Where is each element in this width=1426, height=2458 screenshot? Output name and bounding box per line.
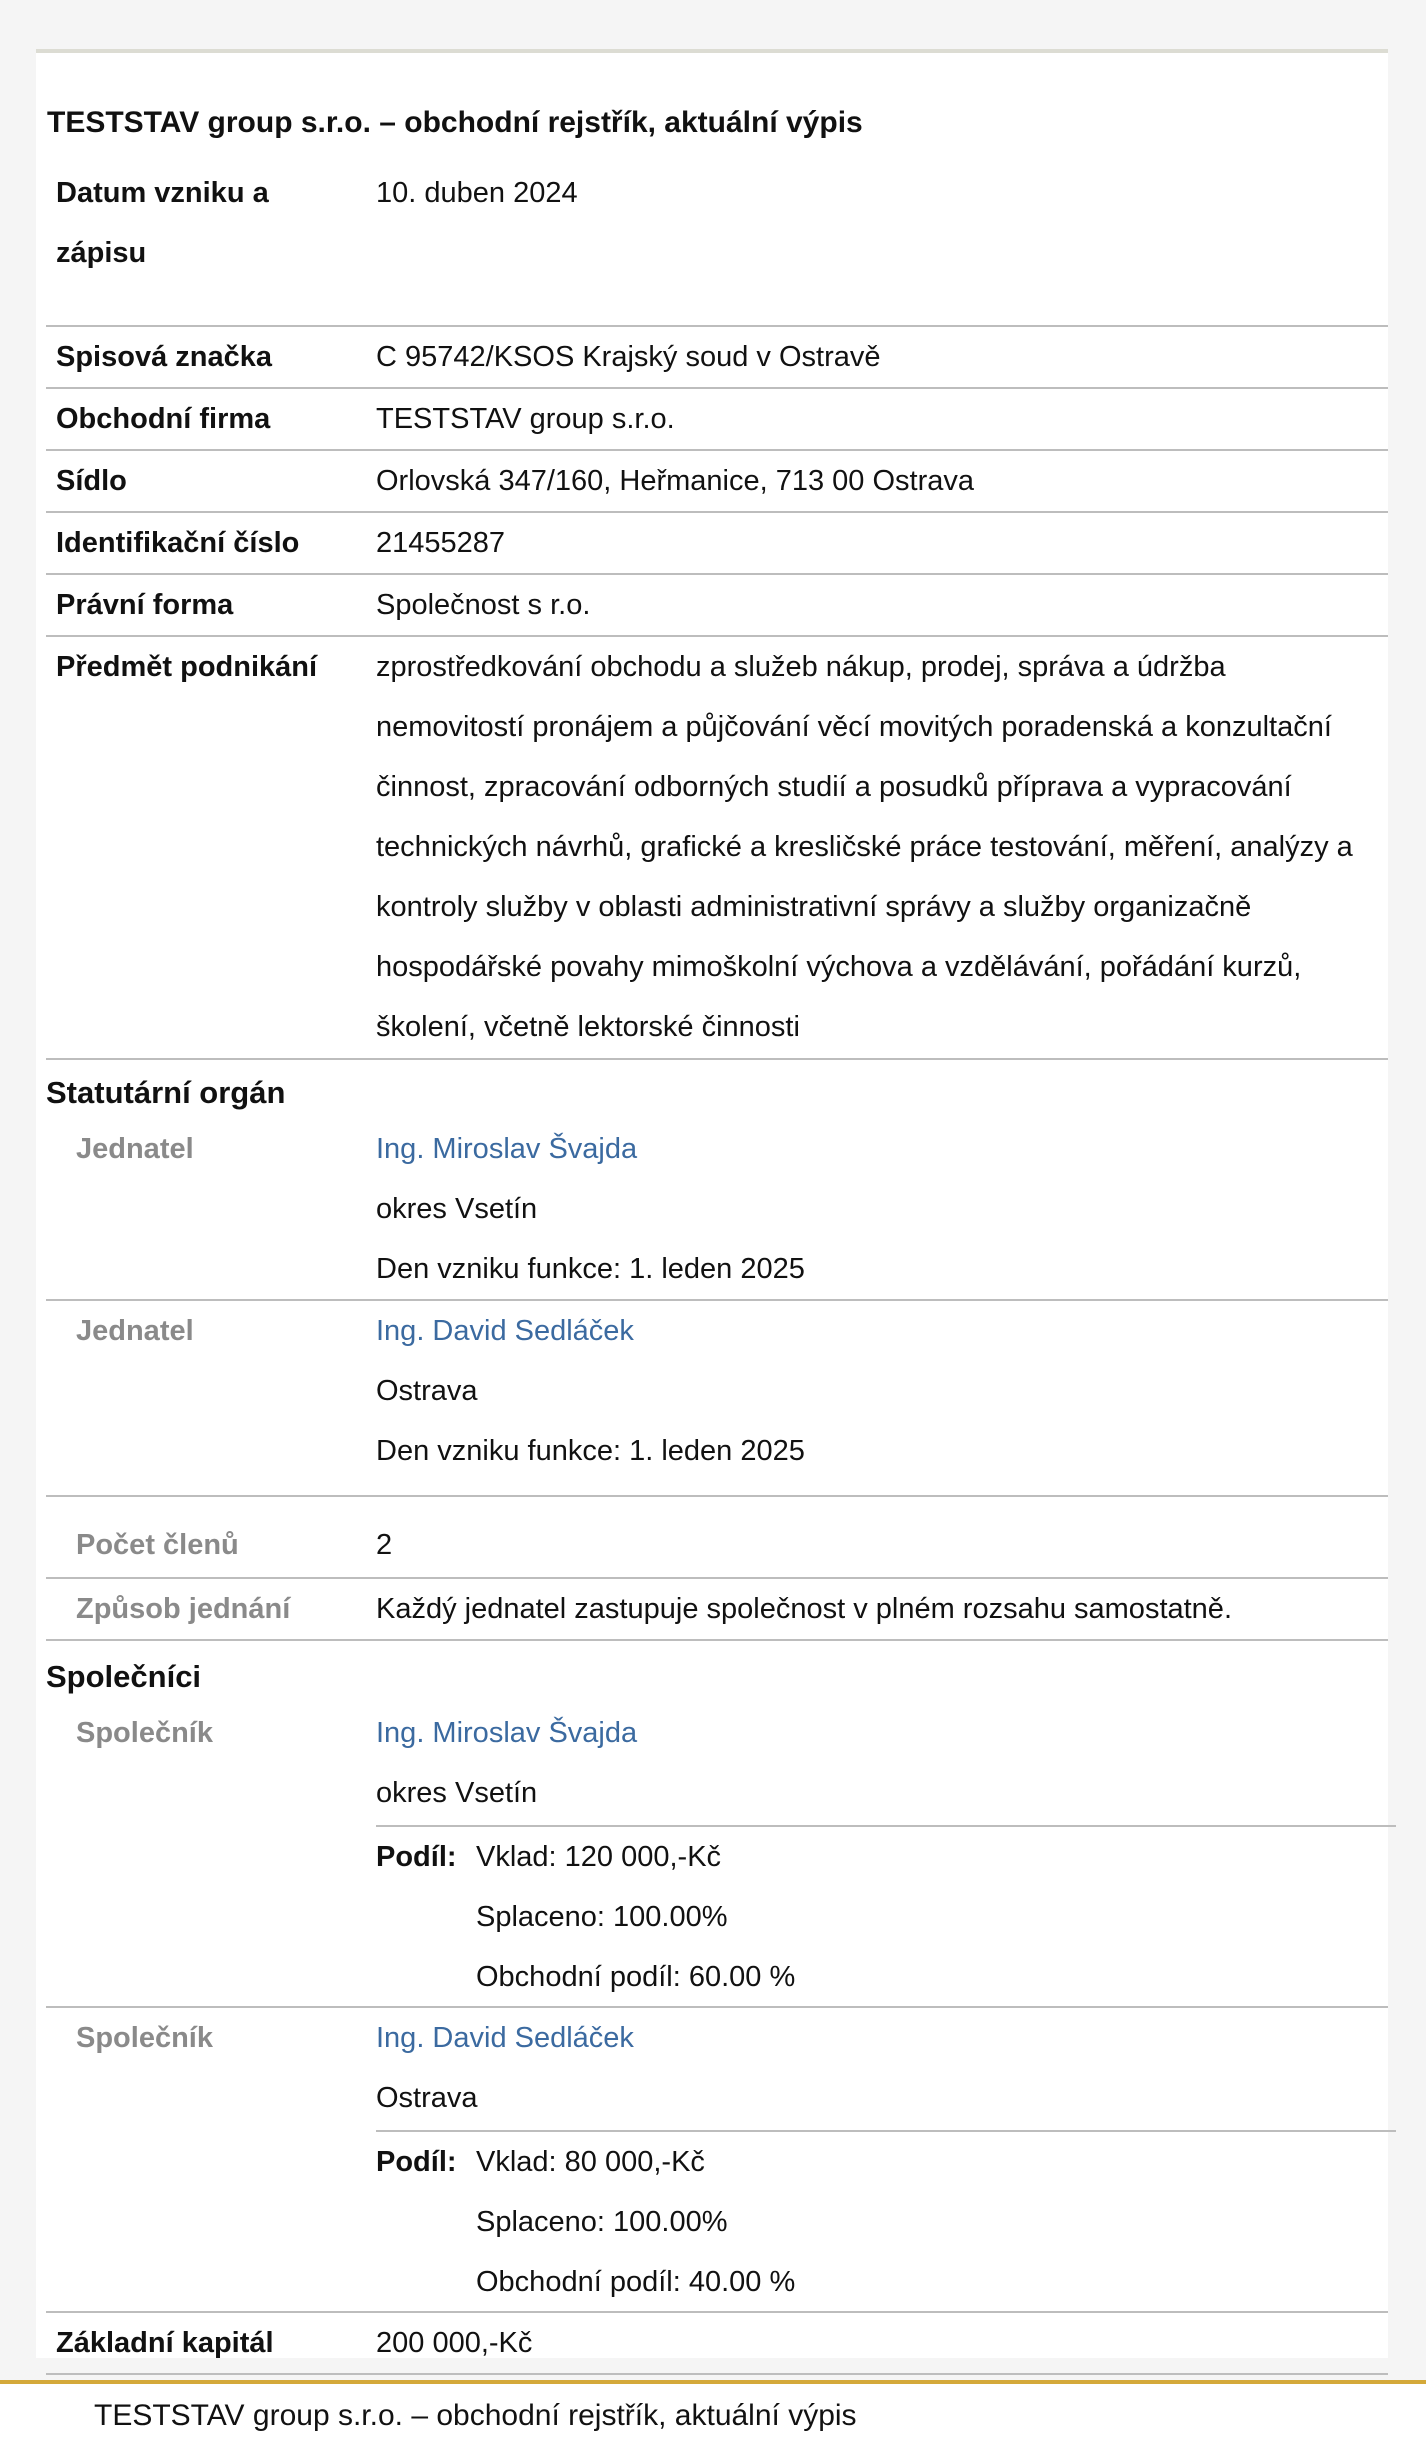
statutory-member <box>46 1301 1388 1497</box>
member-since: Den vzniku funkce: 1. leden 2025 <box>376 1435 805 1467</box>
field-value: TESTSTAV group s.r.o. <box>376 403 675 435</box>
field-label: Identifikační číslo <box>56 527 300 559</box>
share-paid: Splaceno: 100.00% <box>476 2206 728 2238</box>
section-heading-partners: Společníci <box>46 1659 202 1694</box>
member-place: okres Vsetín <box>376 1193 538 1225</box>
footer-title: TESTSTAV group s.r.o. – obchodní rejstřík, aktuální výpis <box>94 2399 857 2432</box>
scope-line: činnost, zpracování odborných studií a posudků příprava a vypracování <box>376 771 1292 803</box>
partner-place: okres Vsetín <box>376 1777 538 1809</box>
scope-line: technických návrhů, grafické a kresličské práce testování, měření, analýzy a <box>376 831 1353 863</box>
field-value: C 95742/KSOS Krajský soud v Ostravě <box>376 341 881 373</box>
statutory-member <box>46 1119 1388 1301</box>
field-row-manner-of-acting <box>46 1579 1388 1641</box>
field-value: Společnost s r.o. <box>376 589 591 621</box>
field-value: 2 <box>376 1529 393 1561</box>
partner-place: Ostrava <box>376 2082 478 2114</box>
partner-entry <box>46 2008 1388 2313</box>
field-label: Sídlo <box>56 465 127 497</box>
field-row-business-scope <box>46 637 1388 1060</box>
field-label: Obchodní firma <box>56 403 271 435</box>
field-row-registered-capital <box>46 2313 1388 2375</box>
field-row-legal-form <box>46 575 1388 637</box>
share-deposit: Vklad: 80 000,-Kč <box>476 2146 705 2178</box>
field-row-id-number <box>46 513 1388 575</box>
share-label: Podíl: <box>376 2146 457 2178</box>
document-title: TESTSTAV group s.r.o. – obchodní rejstřík, aktuální výpis <box>47 106 863 139</box>
field-label: Základní kapitál <box>56 2327 274 2359</box>
field-label: Spisová značka <box>56 341 272 373</box>
partner-entry <box>46 1703 1388 2008</box>
share-paid: Splaceno: 100.00% <box>476 1901 728 1933</box>
member-name-link[interactable]: Ing. Miroslav Švajda <box>376 1133 638 1165</box>
field-label: Předmět podnikání <box>56 651 318 683</box>
member-role: Jednatel <box>76 1315 194 1347</box>
share-deposit: Vklad: 120 000,-Kč <box>476 1841 722 1873</box>
share-label: Podíl: <box>376 1841 457 1873</box>
field-value: 21455287 <box>376 527 506 559</box>
field-row-address <box>46 451 1388 513</box>
scope-line: nemovitostí pronájem a půjčování věcí movitých poradenská a konzultační <box>376 711 1332 743</box>
field-label: Počet členů <box>76 1529 239 1561</box>
partner-name-link[interactable]: Ing. David Sedláček <box>376 2022 634 2054</box>
field-row-company-name <box>46 389 1388 451</box>
field-value: Každý jednatel zastupuje společnost v plném rozsahu samostatně. <box>376 1593 1232 1625</box>
member-since: Den vzniku funkce: 1. leden 2025 <box>376 1253 805 1285</box>
section-heading-statutory: Statutární orgán <box>46 1075 286 1110</box>
member-name-link[interactable]: Ing. David Sedláček <box>376 1315 634 1347</box>
scope-line: zprostředkování obchodu a služeb nákup, prodej, správa a údržba <box>376 651 1226 683</box>
member-place: Ostrava <box>376 1375 478 1407</box>
field-label: Právní forma <box>56 589 234 621</box>
partner-name-link[interactable]: Ing. Miroslav Švajda <box>376 1717 638 1749</box>
share-percentage: Obchodní podíl: 60.00 % <box>476 1961 796 1993</box>
partner-role: Společník <box>76 1717 213 1749</box>
partner-role: Společník <box>76 2022 213 2054</box>
page-footer <box>0 2380 1426 2458</box>
member-role: Jednatel <box>76 1133 194 1165</box>
scope-line: školení, včetně lektorské činnosti <box>376 1011 800 1043</box>
registry-extract <box>36 49 1388 2358</box>
field-value: 10. duben 2024 <box>376 177 578 209</box>
field-label: Datum vzniku a <box>56 177 269 209</box>
field-label: zápisu <box>56 237 147 269</box>
scope-line: kontroly služby v oblasti administrativní správy a služby organizačně <box>376 891 1252 923</box>
field-value: 200 000,-Kč <box>376 2327 533 2359</box>
field-label: Způsob jednání <box>76 1593 291 1625</box>
field-row-member-count <box>46 1497 1388 1579</box>
share-percentage: Obchodní podíl: 40.00 % <box>476 2266 796 2298</box>
scope-line: hospodářské povahy mimoškolní výchova a vzdělávání, pořádání kurzů, <box>376 951 1302 983</box>
field-row-founded <box>46 163 1388 327</box>
field-value: Orlovská 347/160, Heřmanice, 713 00 Ostrava <box>376 465 975 497</box>
field-row-file-number <box>46 327 1388 389</box>
